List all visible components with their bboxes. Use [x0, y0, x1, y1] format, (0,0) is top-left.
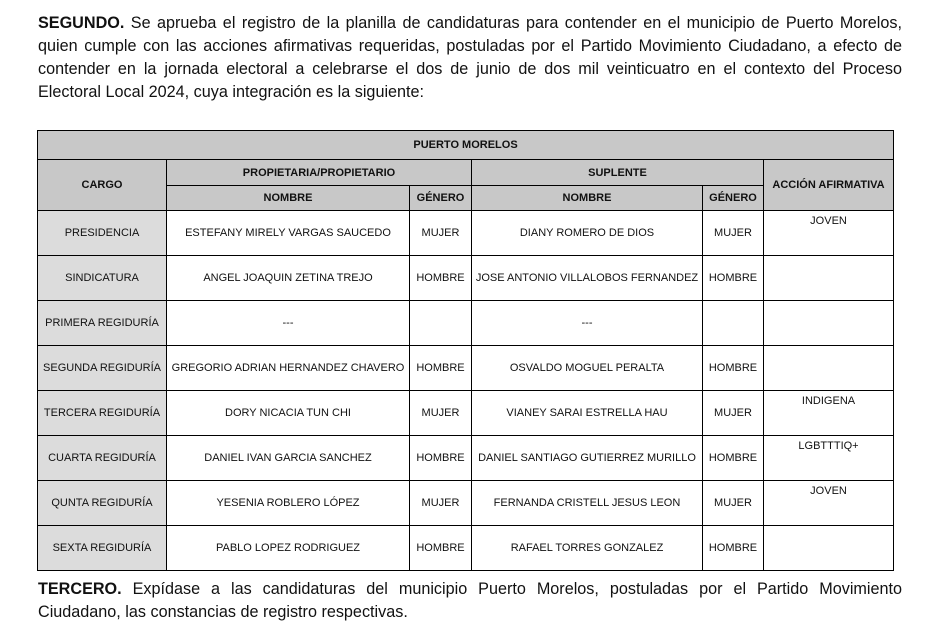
sup-nombre-cell: RAFAEL TORRES GONZALEZ [472, 526, 703, 571]
header-prop-genero: GÉNERO [410, 186, 472, 211]
sup-genero-cell [703, 301, 764, 346]
prop-nombre-cell: ESTEFANY MIRELY VARGAS SAUCEDO [167, 211, 410, 256]
sup-genero-cell: MUJER [703, 391, 764, 436]
sup-nombre-cell: VIANEY SARAI ESTRELLA HAU [472, 391, 703, 436]
candidaturas-table [37, 130, 894, 571]
prop-genero-cell: MUJER [410, 211, 472, 256]
sup-nombre-cell: OSVALDO MOGUEL PERALTA [472, 346, 703, 391]
cargo-cell: SINDICATURA [38, 256, 167, 301]
prop-nombre-cell: GREGORIO ADRIAN HERNANDEZ CHAVERO [167, 346, 410, 391]
sup-genero-cell: HOMBRE [703, 526, 764, 571]
table-row [38, 481, 894, 526]
prop-nombre-cell: DANIEL IVAN GARCIA SANCHEZ [167, 436, 410, 481]
sup-nombre-cell: DANIEL SANTIAGO GUTIERREZ MURILLO [472, 436, 703, 481]
prop-genero-cell: MUJER [410, 481, 472, 526]
table-row [38, 436, 894, 481]
prop-genero-cell: HOMBRE [410, 436, 472, 481]
accion-cell [764, 301, 894, 346]
tercero-label: TERCERO. [38, 580, 122, 598]
sup-nombre-cell: --- [472, 301, 703, 346]
cargo-cell: SEXTA REGIDURÍA [38, 526, 167, 571]
prop-nombre-cell: DORY NICACIA TUN CHI [167, 391, 410, 436]
prop-nombre-cell: YESENIA ROBLERO LÓPEZ [167, 481, 410, 526]
sup-genero-cell: HOMBRE [703, 436, 764, 481]
sup-genero-cell: MUJER [703, 211, 764, 256]
prop-nombre-cell: PABLO LOPEZ RODRIGUEZ [167, 526, 410, 571]
prop-genero-cell: HOMBRE [410, 256, 472, 301]
accion-cell [764, 346, 894, 391]
cargo-cell: CUARTA REGIDURÍA [38, 436, 167, 481]
table-row [38, 256, 894, 301]
header-sup-genero: GÉNERO [703, 186, 764, 211]
header-accion: ACCIÓN AFIRMATIVA [764, 160, 894, 211]
sup-nombre-cell: DIANY ROMERO DE DIOS [472, 211, 703, 256]
sup-nombre-cell: FERNANDA CRISTELL JESUS LEON [472, 481, 703, 526]
table-row [38, 391, 894, 436]
segundo-label: SEGUNDO. [38, 14, 125, 32]
tercero-text: Expídase a las candidaturas del municipio Puerto Morelos, postuladas por el Partido Movimiento Ciudadano, las constancias de registro respectivas. [38, 580, 902, 621]
cargo-cell: PRIMERA REGIDURÍA [38, 301, 167, 346]
segundo-paragraph [38, 12, 902, 104]
table-title: PUERTO MORELOS [38, 131, 894, 160]
table-row [38, 301, 894, 346]
accion-cell [764, 526, 894, 571]
header-suplente: SUPLENTE [472, 160, 764, 186]
table-row [38, 346, 894, 391]
table-row [38, 526, 894, 571]
tercero-paragraph [38, 578, 902, 624]
cargo-cell: QUNTA REGIDURÍA [38, 481, 167, 526]
accion-cell: JOVEN [764, 211, 894, 256]
prop-genero-cell: HOMBRE [410, 346, 472, 391]
accion-cell: INDIGENA [764, 391, 894, 436]
segundo-text: Se aprueba el registro de la planilla de candidaturas para contender en el municipio de Puerto Morelos, quien cumple con las acciones afirmativas requeridas, postuladas por el Partido Movimiento Ciudadano, a efecto de contender en la jornada electoral a celebrarse el dos de junio de dos mil veinticuatro en el contexto del Proceso Electoral Local 2024, cuya integración es la siguiente: [38, 14, 902, 101]
header-prop-nombre: NOMBRE [167, 186, 410, 211]
cargo-cell: TERCERA REGIDURÍA [38, 391, 167, 436]
prop-genero-cell [410, 301, 472, 346]
prop-nombre-cell: --- [167, 301, 410, 346]
header-propietario: PROPIETARIA/PROPIETARIO [167, 160, 472, 186]
prop-nombre-cell: ANGEL JOAQUIN ZETINA TREJO [167, 256, 410, 301]
sup-genero-cell: HOMBRE [703, 346, 764, 391]
accion-cell: LGBTTTIQ+ [764, 436, 894, 481]
sup-nombre-cell: JOSE ANTONIO VILLALOBOS FERNANDEZ [472, 256, 703, 301]
header-cargo: CARGO [38, 160, 167, 211]
prop-genero-cell: MUJER [410, 391, 472, 436]
prop-genero-cell: HOMBRE [410, 526, 472, 571]
accion-cell: JOVEN [764, 481, 894, 526]
table-row [38, 211, 894, 256]
cargo-cell: SEGUNDA REGIDURÍA [38, 346, 167, 391]
cargo-cell: PRESIDENCIA [38, 211, 167, 256]
header-sup-nombre: NOMBRE [472, 186, 703, 211]
sup-genero-cell: HOMBRE [703, 256, 764, 301]
accion-cell [764, 256, 894, 301]
sup-genero-cell: MUJER [703, 481, 764, 526]
